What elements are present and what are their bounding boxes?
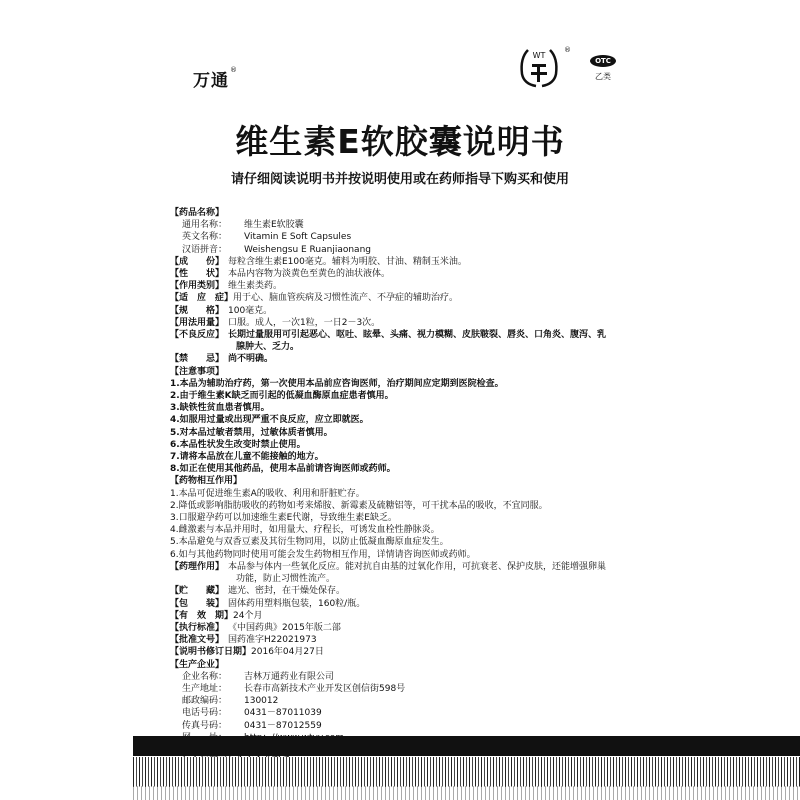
caution-item: 5.对本品过敏者禁用，过敏体质者慎用。 bbox=[170, 427, 333, 438]
caution-item: 8.如正在使用其他药品，使用本品前请咨询医师或药师。 bbox=[170, 464, 396, 475]
registered-mark: ® bbox=[230, 66, 238, 74]
section-pharmacology: 【药理作用】 本品参与体内一些氧化反应。能对抗自由基的过氧化作用，可抗衰老、保护皮肤，还能增强卵巢 bbox=[170, 561, 607, 572]
section-indication: 【适 应 症】用于心、脑血管疾病及习惯性流产、不孕症的辅助治疗。 bbox=[170, 293, 459, 304]
section-approval: 【批准文号】 国药准字H22021973 bbox=[170, 635, 317, 646]
section-drug-name: 【药品名称】 bbox=[170, 208, 225, 218]
company-logo bbox=[514, 44, 572, 88]
caution-item: 2.由于维生素K缺乏而引起的低凝血酶原血症患者慎用。 bbox=[170, 391, 394, 402]
footer-print-marks bbox=[133, 786, 800, 800]
caution-item: 6.本品性状发生改变时禁止使用。 bbox=[170, 439, 306, 450]
manufacturer-row: 生产地址： 长春市高新技术产业开发区创信街598号 bbox=[182, 683, 406, 694]
section-interaction: 【药物相互作用】 bbox=[170, 476, 243, 487]
pinyin-name-row: 汉语拼音： Weishengsu E Ruanjiaonang bbox=[182, 244, 371, 255]
caution-item: 3.缺铁性贫血患者慎用。 bbox=[170, 403, 270, 414]
english-name-row: 英文名称： Vitamin E Soft Capsules bbox=[182, 232, 352, 243]
section-spec: 【规 格】 100毫克。 bbox=[170, 305, 273, 316]
section-adverse: 【不良反应】 长期过量服用可引起恶心、呕吐、眩晕、头痛、视力模糊、皮肤皲裂、唇炎、口角炎、腹泻、乳 bbox=[170, 330, 607, 341]
section-package: 【包 装】 固体药用塑料瓶包装，160粒/瓶。 bbox=[170, 598, 366, 609]
section-contraindication: 【禁 忌】 尚不明确。 bbox=[170, 354, 274, 365]
section-category: 【作用类别】 维生素类药。 bbox=[170, 281, 283, 292]
section-revision-date: 【说明书修订日期】2016年04月27日 bbox=[170, 647, 324, 658]
brand-name: 万通® bbox=[193, 66, 238, 91]
interaction-item: 5.本品避免与双香豆素及其衍生物同用，以防止低凝血酶原血症发生。 bbox=[170, 537, 449, 548]
leaflet-body bbox=[170, 207, 640, 768]
interaction-item: 1.本品可促进维生素A的吸收、利用和肝脏贮存。 bbox=[170, 488, 365, 499]
section-standard: 【执行标准】 《中国药典》2015年版二部 bbox=[170, 622, 341, 633]
manufacturer-row: 企业名称： 吉林万通药业有限公司 bbox=[182, 671, 335, 682]
document-title: 维生素E软胶囊说明书 bbox=[235, 122, 565, 161]
section-appearance: 【性 状】 本品内容物为淡黄色至黄色的油状液体。 bbox=[170, 269, 391, 280]
manufacturer-row: 邮政编码： 130012 bbox=[182, 696, 279, 707]
interaction-item: 2.降低或影响脂肪吸收的药物如考来烯胺、新霉素及硫糖铝等，可干扰本品的吸收，不宜同服。 bbox=[170, 500, 548, 511]
footer-barcode-strip bbox=[133, 757, 800, 787]
footer-black-bar bbox=[133, 736, 800, 756]
otc-class-label: 乙类 bbox=[595, 72, 611, 81]
svg-text:WT: WT bbox=[532, 51, 546, 60]
caution-item: 4.如服用过量或出现严重不良反应，应立即就医。 bbox=[170, 415, 369, 426]
manufacturer-row: 电话号码： 0431－87011039 bbox=[182, 708, 322, 719]
section-storage: 【贮 藏】 遮光、密封，在干燥处保存。 bbox=[170, 586, 346, 597]
section-dosage: 【用法用量】 口服。成人，一次1粒，一日2－3次。 bbox=[170, 317, 381, 328]
caution-item: 1.本品为辅助治疗药，第一次使用本品前应咨询医师，治疗期间应定期到医院检查。 bbox=[170, 378, 504, 389]
generic-name-row: 通用名称： 维生素E软胶囊 bbox=[182, 220, 304, 231]
interaction-item: 6.如与其他药物同时使用可能会发生药物相互作用，详情请咨询医师或药师。 bbox=[170, 549, 476, 560]
section-manufacturer: 【生产企业】 bbox=[170, 659, 225, 670]
svg-text:®: ® bbox=[564, 46, 571, 54]
otc-badge: OTC bbox=[590, 55, 616, 67]
section-adverse-cont: 腺肿大、乏力。 bbox=[236, 342, 300, 353]
section-composition: 【成 份】 每粒含维生素E100毫克。辅料为明胶、甘油、精制玉米油。 bbox=[170, 256, 467, 267]
interaction-item: 4.雌激素与本品并用时，如用量大、疗程长，可诱发血栓性静脉炎。 bbox=[170, 525, 440, 536]
section-pharmacology-cont: 功能，防止习惯性流产。 bbox=[236, 574, 336, 585]
caution-item: 7.请将本品放在儿童不能接触的地方。 bbox=[170, 452, 324, 463]
section-validity: 【有 效 期】24个月 bbox=[170, 610, 263, 621]
interaction-item: 3.口服避孕药可以加速维生素E代谢，导致维生素E缺乏。 bbox=[170, 513, 397, 524]
manufacturer-row: 传真号码： 0431－87012559 bbox=[182, 720, 322, 731]
section-caution: 【注意事项】 bbox=[170, 366, 225, 377]
document-subtitle: 请仔细阅读说明书并按说明使用或在药师指导下购买和使用 bbox=[230, 172, 569, 187]
